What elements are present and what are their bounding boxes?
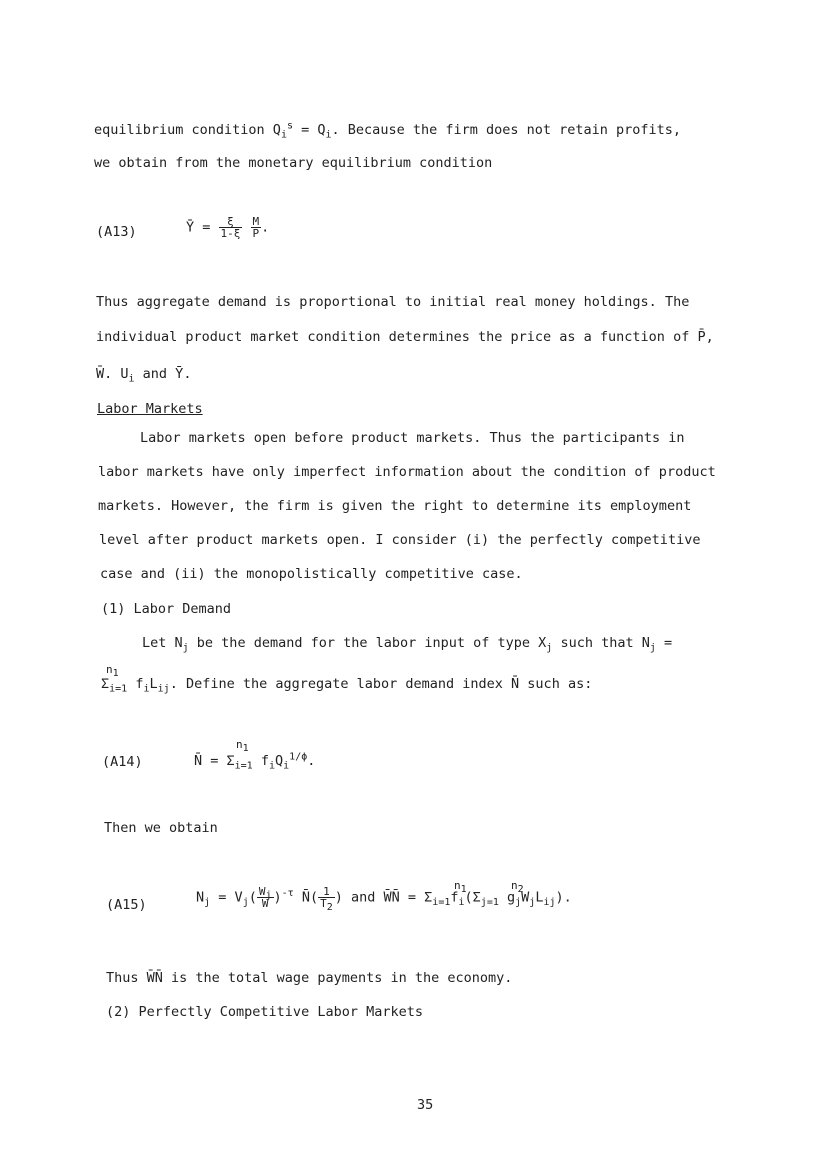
text-line: we obtain from the monetary equilibrium condition <box>94 155 493 171</box>
sum-upper-limit: $n_1$ <box>454 879 467 896</box>
text-line: Then we obtain <box>104 820 218 836</box>
text-line: W̄. $U_i$ and Ȳ. <box>96 366 192 385</box>
text-line: $\Sigma_{i=1}$ $f_iL_{ij}$. Define the aggregate labor demand index N̄ such as: <box>101 676 593 695</box>
text-line: Thus aggregate demand is proportional to initial real money holdings. The <box>96 294 690 310</box>
subsection-heading: (2) Perfectly Competitive Labor Markets <box>106 1004 423 1020</box>
text-line: labor markets have only imperfect information about the condition of product <box>98 464 716 480</box>
equation-a15: $N_j = V_j$( $\frac{W_j}{W̄}$ )$^{-\tau}$ N̄( $\frac{1}{T_2}$ ) and W̄N̄ = $\Sigma_{i=1}f_i(\Sigma_{j=1}$ $g_jW_jL_{ij}$). <box>196 885 572 914</box>
text-line: markets. However, the firm is given the right to determine its employment <box>98 498 692 514</box>
text-line: equilibrium condition $Q_i^s = Q_i$. Because the firm does not retain profits, <box>94 120 682 141</box>
fraction: $\frac{W_j}{W̄}$ <box>258 885 272 910</box>
sum-upper-limit: $n_1$ <box>236 738 249 755</box>
page-number: 35 <box>417 1097 434 1113</box>
text-line: Labor markets open before product markets. Thus the participants in <box>140 430 685 446</box>
fraction: $\frac{\xi}{1-\xi}$ <box>220 215 241 240</box>
subsection-heading: (1) Labor Demand <box>101 601 232 617</box>
sum-upper-limit: $n_2$ <box>511 879 524 896</box>
fraction: $\frac{1}{T_2}$ <box>320 885 333 914</box>
equation-a13: Ȳ = $\frac{\xi}{1-\xi}$ $\frac{M}{P̄}$ . <box>186 215 270 240</box>
text-line: Let $N_j$ be the demand for the labor input of type $X_j$ such that $N_j$ = <box>142 635 673 654</box>
fraction: $\frac{M}{P̄}$ <box>252 215 260 240</box>
text-line: level after product markets open. I consider (i) the perfectly competitive <box>99 532 701 548</box>
equation-label: (A13) <box>96 224 137 240</box>
equation-label: (A15) <box>106 897 147 913</box>
text-line: individual product market condition determines the price as a function of P̄, <box>96 329 714 345</box>
sum-upper-limit: $n_1$ <box>106 663 119 680</box>
equation-label: (A14) <box>102 754 143 770</box>
text-line: Thus W̄N̄ is the total wage payments in the economy. <box>106 970 513 986</box>
section-heading: Labor Markets <box>97 401 203 417</box>
equation-a14: N̄ = $\Sigma_{i=1}$ $f_iQ_i^{1/\phi}$. <box>194 751 316 772</box>
text-line: case and (ii) the monopolistically competitive case. <box>100 566 523 582</box>
